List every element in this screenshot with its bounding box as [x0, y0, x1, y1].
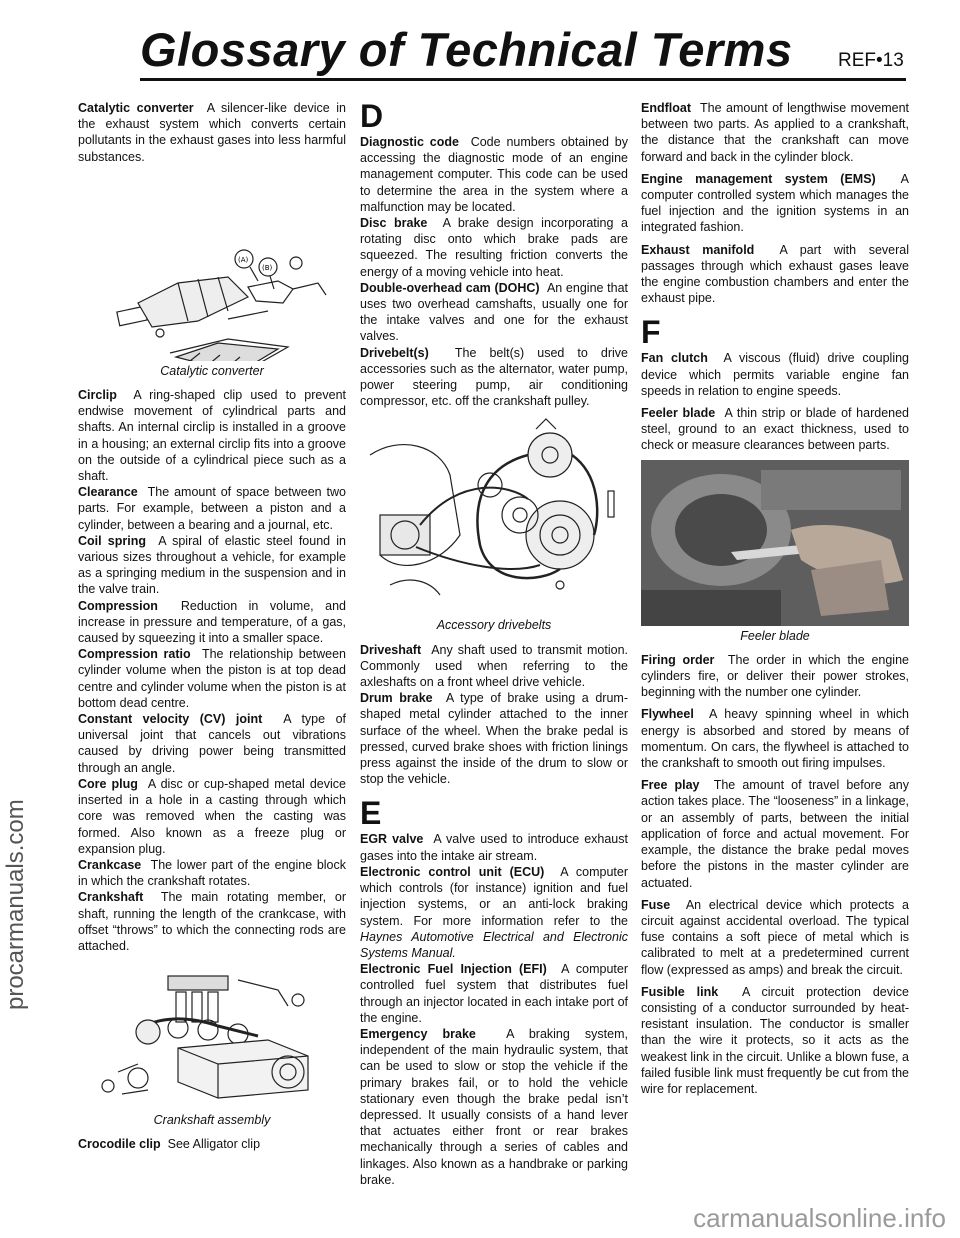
- glossary-term: Disc brake: [360, 216, 428, 231]
- glossary-entry: [641, 984, 909, 1097]
- catalytic-converter-caption: Catalytic converter: [160, 363, 264, 378]
- glossary-entry: [641, 897, 909, 978]
- glossary-term: Flywheel: [641, 707, 694, 722]
- glossary-definition: The main rotating member, or shaft, running the length of the crankcase, with offset “throws” to which the connecting rods are attached.: [78, 890, 346, 953]
- glossary-entry: [360, 690, 628, 787]
- glossary-term: Electronic control unit (ECU): [360, 864, 545, 879]
- svg-text:(B): (B): [262, 263, 273, 272]
- glossary-term: Double-overhead cam (DOHC): [360, 280, 540, 295]
- glossary-term: Drum brake: [360, 691, 433, 706]
- glossary-column-3: [641, 100, 909, 1097]
- glossary-definition: A computer controlled system which manages the fuel injection and the ignition systems in an integrated fashion.: [641, 171, 909, 235]
- crankshaft-assembly-figure: [78, 960, 346, 1110]
- glossary-term: Fan clutch: [641, 351, 708, 366]
- glossary-entry: [78, 598, 346, 647]
- glossary-term: Compression: [78, 598, 158, 613]
- page-title: Glossary of Technical Terms: [140, 23, 793, 76]
- glossary-definition: A thin strip or blade of hardened steel, ground to an exact thickness, used to check or measure clearances between parts.: [641, 406, 910, 453]
- glossary-definition: A part with several passages through which exhaust gases leave the engine combustion chambers and enter the exhaust pipe.: [641, 242, 909, 306]
- glossary-term: Firing order: [641, 652, 715, 667]
- glossary-definition: The belt(s) used to drive accessories such as the alternator, water pump, power steering pump, air conditioning compressor, etc. off the crankshaft pulley.: [360, 345, 628, 409]
- glossary-entry: [641, 777, 909, 890]
- glossary-entry: [641, 350, 909, 399]
- glossary-term: Engine management system (EMS): [641, 171, 876, 186]
- glossary-term: Emergency brake: [360, 1026, 476, 1041]
- glossary-definition: The lower part of the engine block in which the crankshaft rotates.: [78, 857, 346, 889]
- glossary-definition: The amount of lengthwise movement between two parts. As applied to a crankshaft, the distance that the crankshaft can move forward and back in the cylinder block.: [641, 101, 910, 164]
- glossary-definition: A circuit protection device consisting of a conductor surrounded by heat-resistant insulation. The conductor is smaller than the wire it protects, so it acts as the weakest link in the circuit. Unlike a blown fuse, a failed fusible link must frequently be cut from the wire for replacement.: [641, 984, 909, 1096]
- glossary-term: Constant velocity (CV) joint: [78, 712, 263, 727]
- glossary-term: Fusible link: [641, 984, 719, 999]
- glossary-definition: Code numbers obtained by accessing the diagnostic mode of an engine management computer. This code can be used to determine the area in the system where a malfunction may be located.: [360, 135, 628, 214]
- glossary-term: Endfloat: [641, 101, 691, 115]
- glossary-column-1: [78, 100, 346, 1153]
- glossary-term: EGR valve: [360, 832, 424, 847]
- glossary-term: Fuse: [641, 897, 671, 912]
- section-letter-e: E: [360, 795, 382, 832]
- glossary-entry: [641, 171, 909, 236]
- glossary-definition: The relationship between cylinder volume when the piston is at top dead centre and cylinder volume when the piston is at bottom dead centre.: [78, 647, 346, 710]
- entries-group: [641, 652, 909, 1097]
- feeler-blade-figure: [641, 460, 909, 626]
- entries-group: [360, 831, 628, 1187]
- glossary-definition: An engine that uses two overhead camshafts, usually one for the intake valves and one for the exhaust valves.: [360, 280, 628, 344]
- glossary-entry: [641, 405, 909, 454]
- glossary-entry: [78, 100, 346, 165]
- accessory-drivebelts-illustration: [360, 415, 628, 615]
- accessory-drivebelts-figure: [360, 415, 628, 615]
- page-header: [0, 0, 960, 90]
- glossary-definition: A type of universal joint that cancels out vibrations caused by driving power being transmitted through an angle.: [78, 712, 346, 775]
- glossary-entry: [360, 215, 628, 280]
- glossary-entry: [360, 961, 628, 1026]
- page-reference: REF•13: [838, 50, 904, 71]
- glossary-entry: [360, 345, 628, 410]
- glossary-entry: [78, 484, 346, 533]
- glossary-definition: Reduction in volume, and increase in pressure and temperature, of a gas, caused by squeezing it into a smaller space.: [78, 598, 346, 646]
- glossary-entry: [360, 134, 628, 215]
- glossary-definition: The amount of travel before any action takes place. The “looseness” in a linkage, or an assembly of parts, between the initial application of force and actual movement. For example, the distance the brake pedal moves before the pistons in the master cylinder are actuated.: [641, 778, 910, 890]
- glossary-definition: The order in which the engine cylinders fire, or deliver their power strokes, beginning with the number one cylinder.: [641, 652, 909, 700]
- glossary-term: Crankcase: [78, 857, 142, 872]
- glossary-definition: An electrical device which protects a circuit against accidental overload. The typical fuse contains a soft piece of metal which is calibrated to melt at a predetermined current flow (expressed as amps) and break the circuit.: [641, 897, 909, 977]
- glossary-definition: A brake design incorporating a rotating disc onto which brake pads are squeezed. The resulting friction converts the energy of a moving vehicle into heat.: [360, 216, 628, 279]
- glossary-term: Compression ratio: [78, 647, 191, 662]
- glossary-entry: [360, 864, 628, 961]
- glossary-definition: Any shaft used to transmit motion. Commonly used when referring to the axleshafts on a front wheel drive vehicle.: [360, 642, 628, 690]
- glossary-term: Crocodile clip: [78, 1137, 161, 1152]
- glossary-reference-title: Haynes Automotive Electrical and Electronic Systems Manual.: [360, 929, 628, 960]
- glossary-definition: A heavy spinning wheel in which energy is absorbed and stored by means of momentum. On cars, the flywheel is attached to the crankshaft to smooth out firing impulses.: [641, 707, 910, 771]
- glossary-entry: [78, 889, 346, 954]
- catalytic-converter-figure: [78, 171, 346, 361]
- glossary-term: Catalytic converter: [78, 101, 194, 115]
- catalytic-converter-illustration: [78, 171, 346, 361]
- glossary-entry: [641, 100, 909, 165]
- glossary-definition: A type of brake using a drum-shaped metal cylinder attached to the inner surface of the wheel. When the brake pedal is pressed, curved brake shoes with friction linings press against the inside of the drum to slow or stop the vehicle.: [360, 691, 628, 787]
- bottom-watermark: carmanualsonline.info: [693, 1203, 946, 1233]
- glossary-entry: [78, 1136, 346, 1152]
- glossary-entry: [360, 280, 628, 345]
- glossary-entry: [641, 242, 909, 307]
- glossary-definition: A silencer-like device in the exhaust system which converts certain pollutants in the exhaust gases into less harmful substances.: [78, 101, 346, 164]
- section-letter-d: D: [360, 98, 384, 134]
- glossary-entry: [360, 1026, 628, 1188]
- crankshaft-assembly-illustration: [78, 960, 346, 1110]
- glossary-definition: A computer which controls (for instance) ignition and fuel injection systems, or an anti-lock braking system. For more information refer to the: [360, 864, 628, 928]
- glossary-entry: [78, 387, 346, 484]
- glossary-definition: See Alligator clip: [167, 1137, 261, 1152]
- glossary-term: Clearance: [78, 485, 138, 500]
- glossary-definition: A computer controlled fuel system that distributes fuel through an injector located in each intake port of the engine.: [360, 962, 628, 1025]
- entries-group: [360, 134, 628, 409]
- glossary-entry: [360, 831, 628, 863]
- glossary-entry: [78, 646, 346, 711]
- section-letter-f: F: [641, 314, 661, 351]
- glossary-entry: [641, 652, 909, 701]
- glossary-column-2: [360, 100, 628, 1188]
- glossary-definition: A valve used to introduce exhaust gases into the intake air stream.: [360, 832, 628, 863]
- glossary-entry: [360, 642, 628, 691]
- side-watermark: procarmanuals.com: [2, 799, 29, 1010]
- glossary-definition: A viscous (fluid) drive coupling device which permits variable engine fan speeds in relation to engine speeds.: [641, 351, 909, 398]
- feeler-blade-caption: Feeler blade: [740, 628, 810, 643]
- glossary-entry: [78, 776, 346, 857]
- glossary-term: Diagnostic code: [360, 135, 459, 149]
- accessory-drivebelts-caption: Accessory drivebelts: [436, 618, 552, 633]
- glossary-term: Feeler blade: [641, 406, 716, 421]
- glossary-term: Drivebelt(s): [360, 345, 429, 360]
- glossary-term: Coil spring: [78, 533, 146, 548]
- glossary-definition: A braking system, independent of the main hydraulic system, that can be used to slow or stop the vehicle if the primary brakes fail, or to hold the vehicle stationary even though the brake pedal isn’t depressed. It usually consists of a hand lever that actuates either front or rear brakes mechanically through a series of cables and linkages. Also known as a handbrake or parking brake.: [360, 1026, 628, 1187]
- glossary-term: Free play: [641, 778, 700, 793]
- entries-group: [641, 350, 909, 453]
- header-rule: [140, 78, 906, 81]
- entries-group: [641, 100, 909, 306]
- glossary-term: Electronic Fuel Injection (EFI): [360, 962, 547, 977]
- glossary-definition: A spiral of elastic steel found in various sizes throughout a vehicle, for example as a springing medium in the suspension and in the valve train.: [78, 533, 346, 597]
- glossary-entry: [78, 533, 346, 598]
- glossary-term: Driveshaft: [360, 642, 422, 657]
- glossary-definition: A ring-shaped clip used to prevent endwise movement of cylindrical parts and shafts. An internal circlip is installed in a groove in a housing; an external circlip fits into a groove on the outside of a cylindrical piece such as a shaft.: [78, 388, 346, 484]
- crankshaft-assembly-caption: Crankshaft assembly: [153, 1113, 271, 1128]
- glossary-term: Crankshaft: [78, 890, 144, 905]
- entries-group: [78, 100, 346, 165]
- glossary-entry: [641, 706, 909, 771]
- glossary-entry: [78, 857, 346, 889]
- entries-group: [360, 642, 628, 788]
- glossary-term: Exhaust manifold: [641, 242, 755, 257]
- glossary-entry: [78, 711, 346, 776]
- svg-text:(A): (A): [238, 255, 249, 264]
- glossary-definition: The amount of space between two parts. For example, between a piston and a cylinder, between a bearing and a journal, etc.: [78, 485, 346, 532]
- glossary-term: Circlip: [78, 388, 117, 403]
- glossary-term: Core plug: [78, 776, 138, 791]
- entries-group: [78, 387, 346, 954]
- feeler-blade-photo: [641, 460, 909, 626]
- entries-group: [78, 1136, 346, 1152]
- glossary-definition: A disc or cup-shaped metal device inserted in a hole in a casting through which core was removed when the casting was formed. Also known as a freeze plug or expansion plug.: [78, 776, 346, 856]
